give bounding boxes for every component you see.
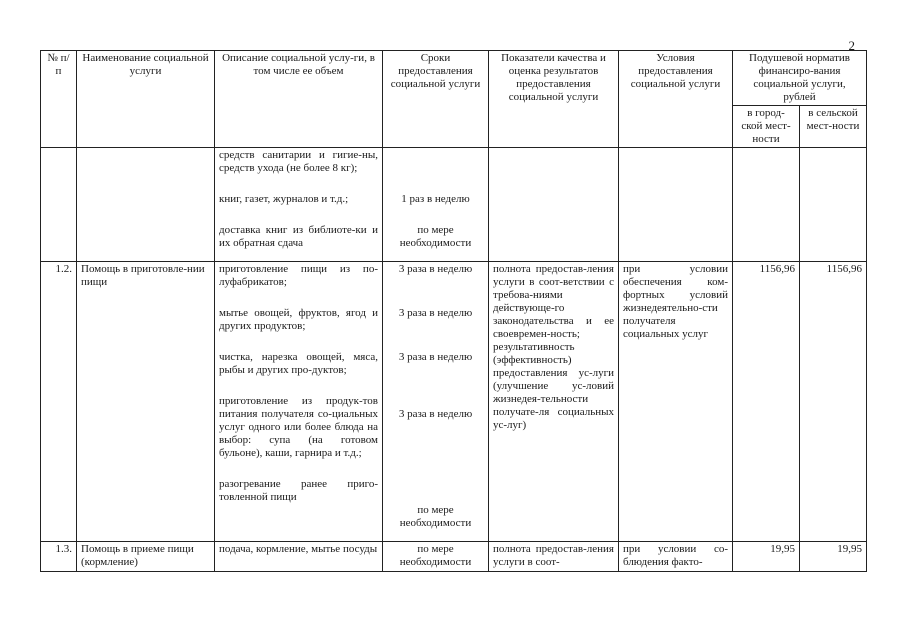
row-1-2-term-5: по мере необходимости <box>399 504 472 529</box>
header-conditions: Условия предоставления социальной услуги <box>619 51 733 148</box>
services-table <box>40 50 867 572</box>
row-1-2-desc-3: чистка, нарезка овощей, мяса, рыбы и других про-дуктов; <box>219 351 378 376</box>
row-1-2-num: 1.2. <box>41 262 77 542</box>
header-row <box>41 51 867 106</box>
header-quality: Показатели качества и оценка результатов предоставления социальной услуги <box>489 51 619 148</box>
row-1-3-conditions: при условии со-блюдения факто- <box>619 542 733 572</box>
row-1-2-conditions: при условии обеспечения ком-фортных условий жизнедеятельно-сти получателя социальных услуг <box>619 262 733 542</box>
cont-desc-3: доставка книг из библиоте-ки и их обратная сдача <box>219 224 378 249</box>
row-1-3-urban: 19,95 <box>733 542 800 572</box>
header-rural: в сельской мест-ности <box>800 106 867 148</box>
row-1-2-term-4: 3 раза в неделю <box>398 408 473 420</box>
row-1-3-name: Помощь в приеме пищи (кормление) <box>77 542 215 572</box>
row-1-3-term: по мере необходимости <box>383 542 489 572</box>
header-description: Описание социальной услу-ги, в том числе ее объем <box>215 51 383 148</box>
header-num: № п/п <box>41 51 77 148</box>
header-normative: Подушевой норматив финансиро-вания социальной услуги, рублей <box>733 51 867 106</box>
row-1-2-term-3: 3 раза в неделю <box>398 351 473 363</box>
row-1-2-term-2: 3 раза в неделю <box>398 307 473 319</box>
row-1-3-num: 1.3. <box>41 542 77 572</box>
row-1-2-desc-5: разогревание ранее приго-товленной пищи <box>219 478 378 503</box>
row-1-2-rural: 1156,96 <box>800 262 867 542</box>
row-1-3-quality: полнота предостав-ления услуги в соот- <box>489 542 619 572</box>
row-1-2-desc-2: мытье овощей, фруктов, ягод и других продуктов; <box>219 307 378 332</box>
header-terms: Сроки предоставления социальной услуги <box>383 51 489 148</box>
cont-term-2: 1 раз в неделю <box>401 193 470 205</box>
row-1-2-desc-1: приготовление пищи из по-луфабрикатов; <box>219 263 378 288</box>
row-1-2-quality: полнота предостав-ления услуги в соот-ветствии с требова-ниями действующе-го законодательства и ее своевремен-ность; результативность (эффективность) предоставления ус-луги (улучшение ус-ловий жизнедея-тельности получате-ля социальных ус-луг) <box>489 262 619 542</box>
row-1-2-urban: 1156,96 <box>733 262 800 542</box>
table-row-1-2 <box>41 262 867 542</box>
row-1-3-rural: 19,95 <box>800 542 867 572</box>
row-1-2-desc-4: приготовление из продук-тов питания получателя со-циальных услуг одного или более блюда на выбор: супа (на готовом бульоне), каши, гарнира и т.д.; <box>219 395 378 459</box>
cont-desc-2: книг, газет, журналов и т.д.; <box>219 193 349 205</box>
header-name: Наименование социальной услуги <box>77 51 215 148</box>
header-urban: в город-ской мест-ности <box>733 106 800 148</box>
cont-term-3: по мере необходимости <box>399 224 472 249</box>
row-1-2-name: Помощь в приготовле-нии пищи <box>77 262 215 542</box>
row-1-2-term-1: 3 раза в неделю <box>398 263 473 275</box>
continuation-row <box>41 148 867 262</box>
cont-desc-1: средств санитарии и гигие-ны, средств ухода (не более 8 кг); <box>219 149 378 174</box>
table-row-1-3 <box>41 542 867 572</box>
page-number: 2 <box>848 38 855 53</box>
row-1-3-desc: подача, кормление, мытье посуды <box>215 542 383 572</box>
